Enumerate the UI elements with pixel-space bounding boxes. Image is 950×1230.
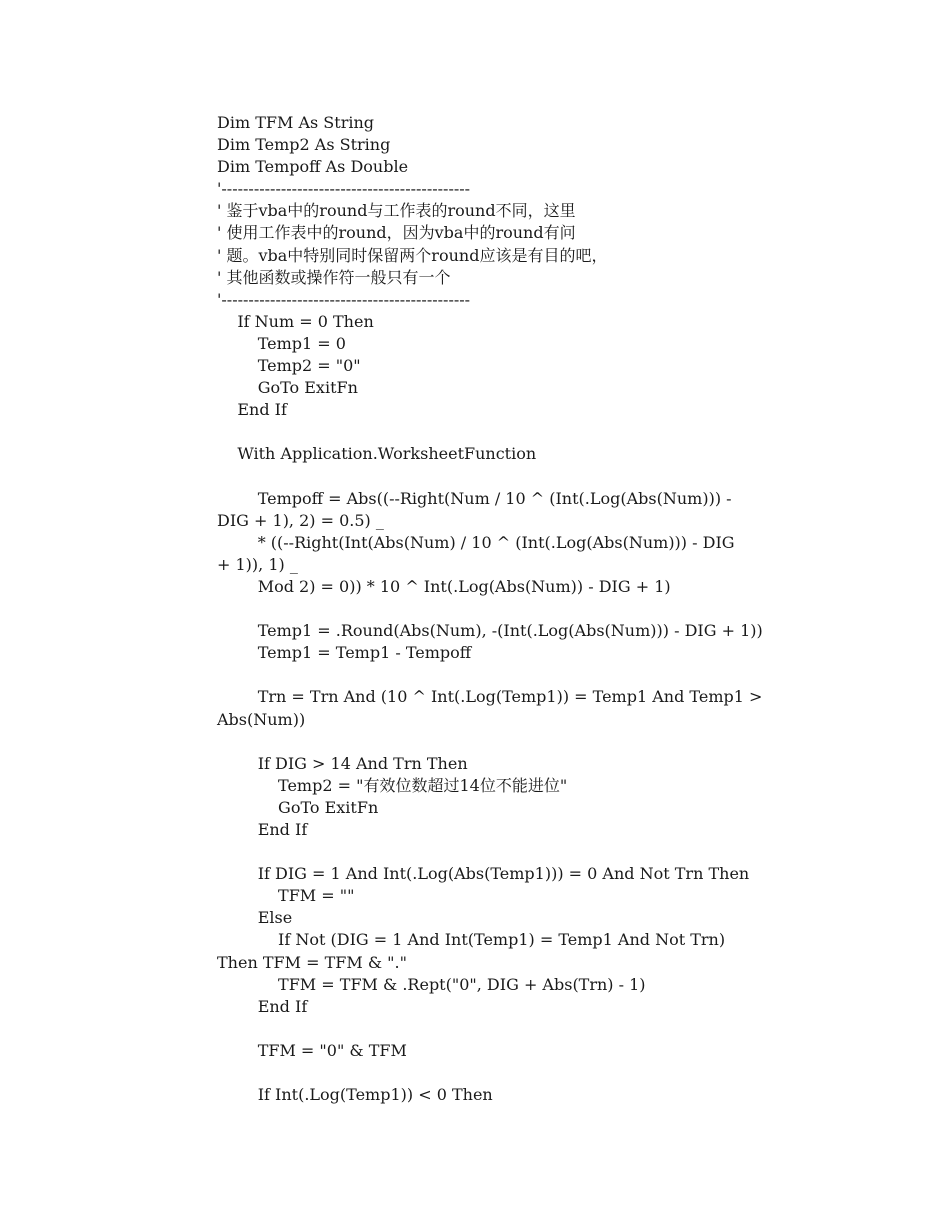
code-line: If Int(.Log(Temp1)) < 0 Then [217, 1085, 493, 1105]
code-line: GoTo ExitFn [217, 378, 358, 398]
code-line: Temp1 = Temp1 - Tempoff [217, 643, 472, 663]
code-line: Temp1 = 0 [217, 333, 346, 353]
code-line: If Not (DIG = 1 And Int(Temp1) = Temp1 And Not Trn) [217, 930, 726, 950]
blank-line [217, 731, 857, 753]
code-line: DIG + 1), 2) = 0.5) _ [217, 510, 384, 530]
comment-divider: '---------------------------------------------- [217, 179, 471, 199]
code-line: With Application.WorksheetFunction [217, 444, 537, 464]
code-line: Temp1 = .Round(Abs(Num), -(Int(.Log(Abs(Num))) - DIG + 1)) [217, 621, 763, 641]
blank-line [217, 841, 857, 863]
code-line: Abs(Num)) [217, 709, 306, 729]
code-line: If Num = 0 Then [217, 311, 374, 331]
code-line: * ((--Right(Int(Abs(Num) / 10 ^ (Int(.Log(Abs(Num))) - DIG [217, 532, 735, 552]
comment-divider: '---------------------------------------------- [217, 289, 471, 309]
blank-line [217, 1062, 857, 1084]
code-line: End If [217, 820, 308, 839]
code-line: Dim Tempoff As Double [217, 157, 409, 177]
code-line: Trn = Trn And (10 ^ Int(.Log(Temp1)) = Temp1 And Temp1 > [217, 687, 763, 707]
blank-line [217, 1018, 857, 1040]
blank-line [217, 421, 857, 443]
code-line: If DIG > 14 And Trn Then [217, 753, 468, 773]
comment-line: ' 题。vba中特别同时保留两个round应该是有目的吧， [217, 245, 608, 265]
code-line: + 1)), 1) _ [217, 554, 298, 574]
blank-line [217, 466, 857, 488]
code-line: Tempoff = Abs((--Right(Num / 10 ^ (Int(.Log(Abs(Num))) - [217, 488, 732, 508]
code-line: If DIG = 1 And Int(.Log(Abs(Temp1))) = 0 And Not Trn Then [217, 864, 750, 884]
blank-line [217, 598, 857, 620]
code-line: End If [217, 400, 287, 420]
code-line: Mod 2) = 0)) * 10 ^ Int(.Log(Abs(Num)) - DIG + 1) [217, 576, 671, 596]
blank-line [217, 664, 857, 686]
code-line: Dim TFM As String [217, 113, 374, 132]
code-line: Temp2 = "有效位数超过14位不能进位" [217, 775, 568, 795]
code-line: End If [217, 996, 308, 1016]
comment-line: ' 其他函数或操作符一般只有一个 [217, 267, 451, 287]
code-line: GoTo ExitFn [217, 797, 379, 817]
code-line: Then TFM = TFM & "." [217, 952, 407, 972]
code-line: TFM = "" [217, 886, 355, 906]
code-line: TFM = "0" & TFM [217, 1040, 407, 1060]
code-line: Else [217, 908, 293, 928]
code-line: Temp2 = "0" [217, 356, 361, 376]
comment-line: ' 鉴于vba中的round与工作表的round不同，这里 [217, 201, 576, 221]
vba-code-listing [217, 112, 857, 1106]
code-line: Dim Temp2 As String [217, 135, 391, 155]
comment-line: ' 使用工作表中的round，因为vba中的round有问 [217, 223, 576, 243]
code-line: TFM = TFM & .Rept("0", DIG + Abs(Trn) - 1) [217, 974, 646, 994]
